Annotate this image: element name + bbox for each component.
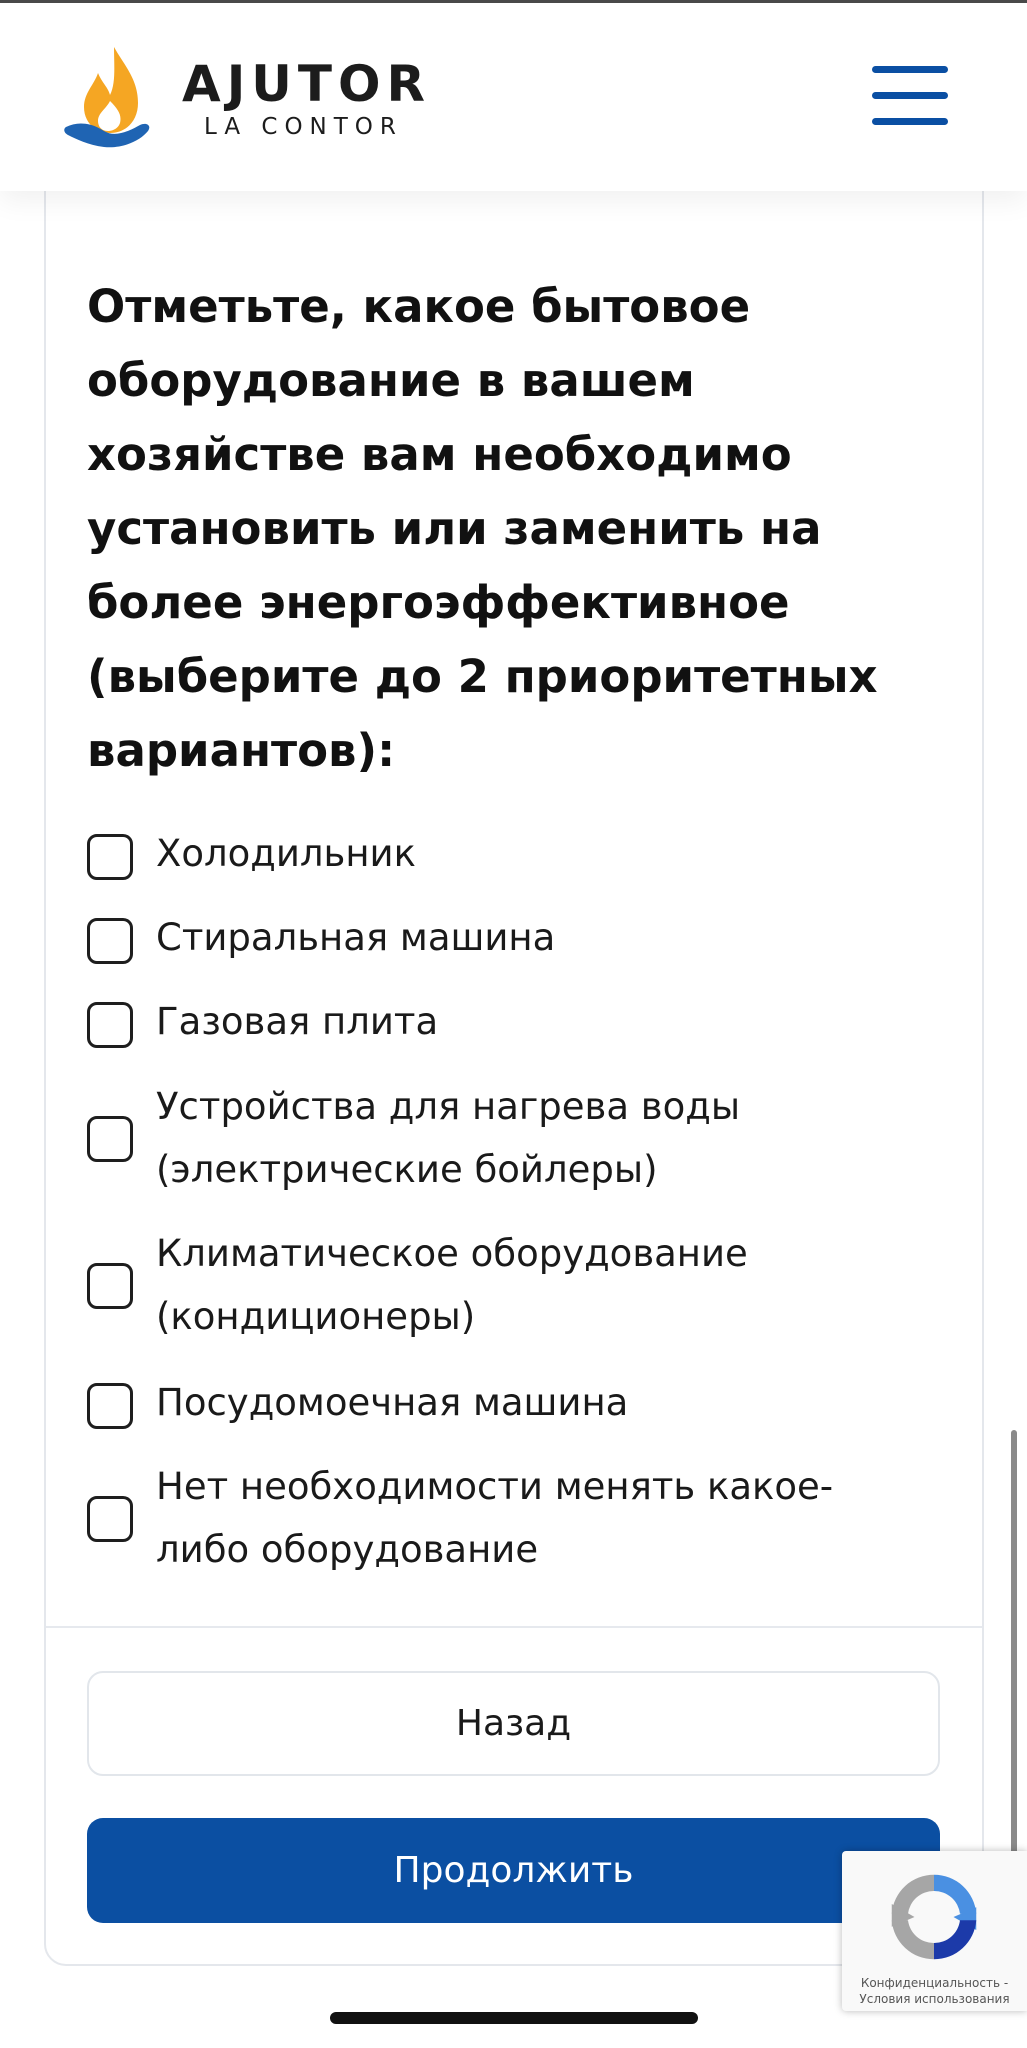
- recaptcha-icon: [882, 1865, 986, 1969]
- site-header: [0, 3, 1027, 191]
- option-air-conditioner[interactable]: [86, 1222, 946, 1352]
- question-text: Отметьте, какое бытовое оборудование в вашем хозяйстве вам необходимо установить или заменить на более энергоэффективное (выберите до 2 приоритетных вариантов):: [87, 280, 878, 777]
- option-label: Холодильник: [156, 832, 416, 875]
- option-label: Стиральная машина: [156, 916, 556, 959]
- checkbox[interactable]: [87, 918, 133, 964]
- back-button[interactable]: Назад: [87, 1671, 940, 1776]
- link-separator: -: [1000, 1976, 1009, 1990]
- option-label: Газовая плита: [156, 1000, 439, 1043]
- option-washing-machine[interactable]: [86, 906, 946, 976]
- option-label: Климатическое оборудование (кондиционеры): [156, 1232, 748, 1338]
- brand-subtitle: LA CONTOR: [204, 114, 403, 140]
- option-label: Посудомоечная машина: [156, 1381, 629, 1424]
- checkbox[interactable]: [87, 1496, 133, 1542]
- option-label: Нет необходимости менять какое-либо оборудование: [156, 1465, 834, 1571]
- option-water-heater[interactable]: [86, 1075, 946, 1205]
- checkbox[interactable]: [87, 1263, 133, 1309]
- menu-line: [872, 66, 948, 73]
- option-label: Устройства для нагрева воды (электрические бойлеры): [156, 1085, 741, 1191]
- scrollbar[interactable]: [1011, 1430, 1017, 1890]
- menu-line: [872, 118, 948, 125]
- option-no-replacement[interactable]: [86, 1455, 946, 1585]
- divider: [46, 1626, 982, 1628]
- options-list: [86, 0, 946, 1620]
- option-dishwasher[interactable]: [86, 1371, 946, 1441]
- flame-hand-icon: [64, 43, 154, 155]
- home-indicator[interactable]: [330, 2012, 698, 2024]
- menu-line: [872, 92, 948, 99]
- recaptcha-badge[interactable]: [842, 1851, 1027, 2011]
- checkbox[interactable]: [87, 1383, 133, 1429]
- option-refrigerator[interactable]: [86, 822, 946, 892]
- terms-link[interactable]: Условия использования: [859, 1992, 1010, 2006]
- checkbox[interactable]: [87, 1116, 133, 1162]
- recaptcha-links: [848, 1975, 1021, 2007]
- hamburger-menu-icon[interactable]: [868, 63, 952, 133]
- brand-name: AJUTOR: [182, 55, 432, 113]
- option-gas-stove[interactable]: [86, 990, 946, 1060]
- privacy-link[interactable]: Конфиденциальность: [860, 1976, 1001, 1990]
- checkbox[interactable]: [87, 834, 133, 880]
- brand-logo[interactable]: [64, 43, 444, 155]
- continue-button[interactable]: Продолжить: [87, 1818, 940, 1923]
- checkbox[interactable]: [87, 1002, 133, 1048]
